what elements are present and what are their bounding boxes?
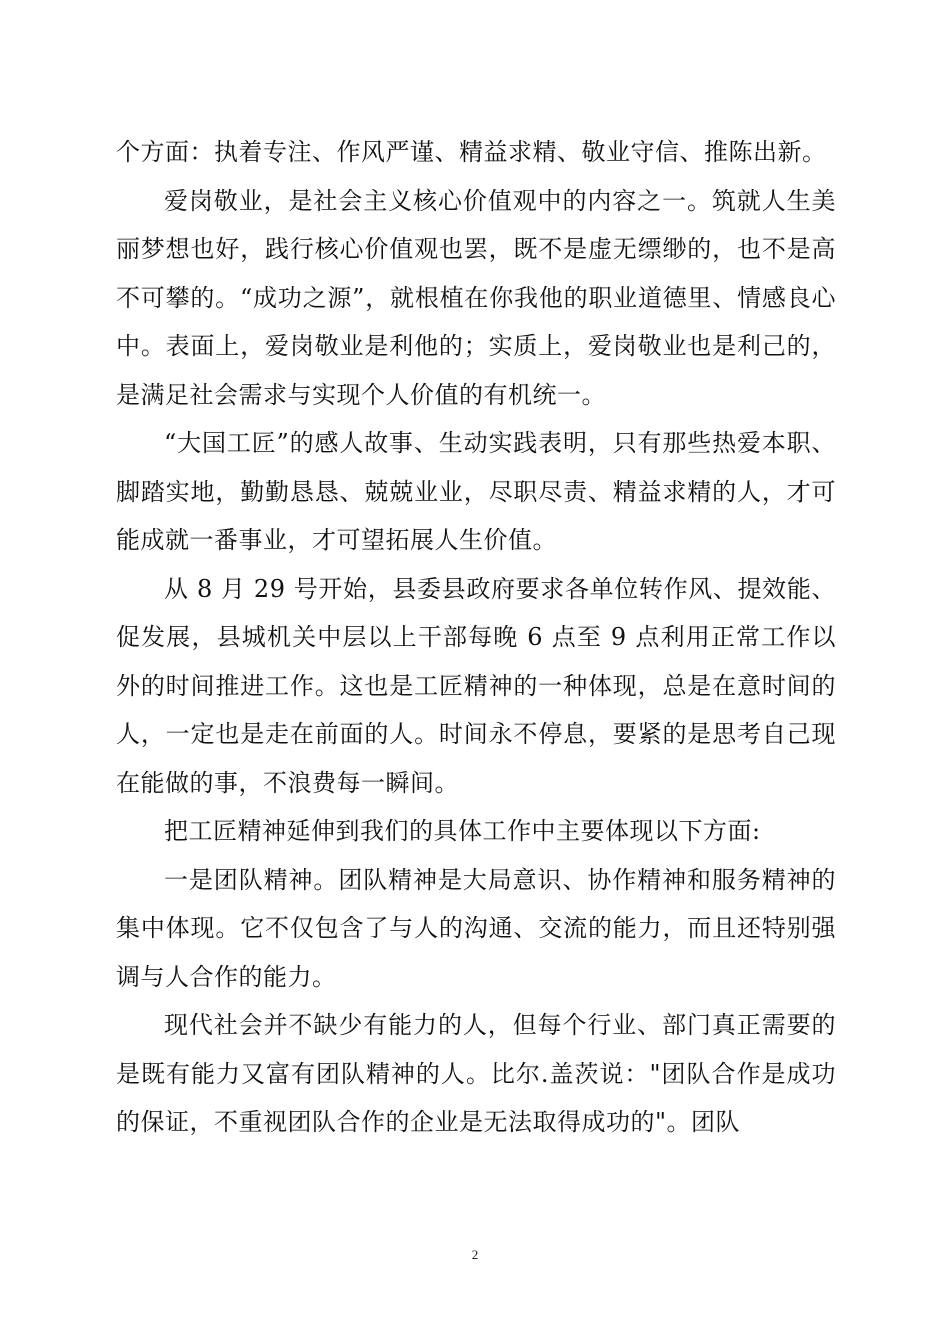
paragraph-5: 把工匠精神延伸到我们的具体工作中主要体现以下方面: — [164, 817, 761, 845]
paragraph-6: 一是团队精神。团队精神是大局意识、协作精神和服务精神的集中体现。它不仅包含了与人的沟通、交流的能力，而且还特别强调与人合作的能力。 — [116, 865, 836, 991]
page-number: 2 — [471, 1247, 479, 1262]
paragraph-2: 爱岗敬业，是社会主义核心价值观中的内容之一。筑就人生美丽梦想也好，践行核心价值观也罢，既不是虚无缥缈的，也不是高不可攀的。“成功之源”，就根植在你我他的职业道德里、情感良心中。表面上，爱岗敬业是利他的；实质上，爱岗敬业也是利己的，是满足社会需求与实现个人价值的有机统一。 — [116, 186, 836, 409]
paragraph-1: 个方面：执着专注、作风严谨、精益求精、敬业守信、推陈出新。 — [116, 138, 827, 166]
document-body — [116, 128, 836, 1147]
paragraph-7: 现代社会并不缺少有能力的人，但每个行业、部门真正需要的是既有能力又富有团队精神的人。比尔.盖茨说："团队合作是成功的保证，不重视团队合作的企业是无法取得成功的"。团队 — [116, 1011, 836, 1136]
paragraph-3: “大国工匠”的感人故事、生动实践表明，只有那些热爱本职、脚踏实地，勤勤恳恳、兢兢业业，尽职尽责、精益求精的人，才可能成就一番事业，才可望拓展人生价值。 — [116, 429, 836, 554]
paragraph-4: 从 8 月 29 号开始，县委县政府要求各单位转作风、提效能、促发展，县城机关中层以上干部每晚 6 点至 9 点利用正常工作以外的时间推进工作。这也是工匠精神的一种体现，总是在意时间的人，一定也是走在前面的人。时间永不停息，要紧的是思考自己现在能做的事，不浪费每一瞬间。 — [116, 574, 836, 797]
